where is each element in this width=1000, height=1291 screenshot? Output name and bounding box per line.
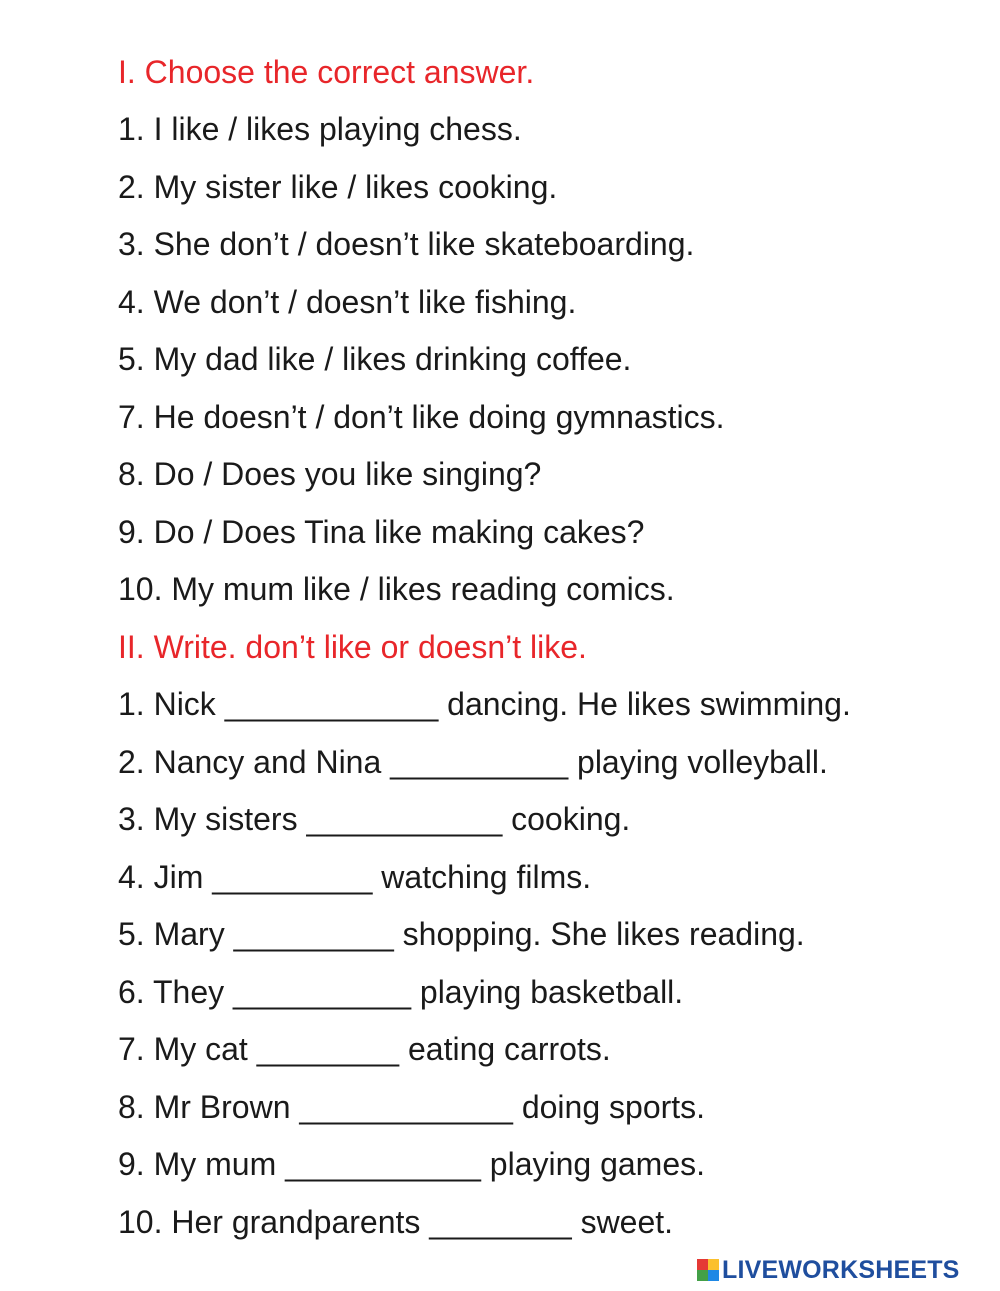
section-2-item: 6. They __________ playing basketball. bbox=[118, 974, 684, 1010]
liveworksheets-logo-icon bbox=[697, 1259, 719, 1281]
section-2-item: 5. Mary _________ shopping. She likes reading. bbox=[118, 916, 805, 952]
section-2-item: 3. My sisters ___________ cooking. bbox=[118, 801, 631, 837]
section-1-item: 1. I like / likes playing chess. bbox=[118, 111, 522, 147]
section-2-item: 1. Nick ____________ dancing. He likes swimming. bbox=[118, 686, 851, 722]
liveworksheets-brand bbox=[697, 1255, 960, 1285]
section-2-item: 2. Nancy and Nina __________ playing volleyball. bbox=[118, 744, 828, 780]
section-2-item: 9. My mum ___________ playing games. bbox=[118, 1146, 706, 1182]
logo-square bbox=[708, 1259, 719, 1270]
section-1-item: 8. Do / Does you like singing? bbox=[118, 456, 542, 492]
section-2-item: 8. Mr Brown ____________ doing sports. bbox=[118, 1089, 706, 1125]
section-1-item: 4. We don’t / doesn’t like fishing. bbox=[118, 284, 577, 320]
section-1-item: 3. She don’t / doesn’t like skateboarding. bbox=[118, 226, 695, 262]
section-1-item: 9. Do / Does Tina like making cakes? bbox=[118, 514, 645, 550]
section-2-heading: II. Write. don’t like or doesn’t like. bbox=[118, 629, 587, 665]
logo-square bbox=[708, 1270, 719, 1281]
logo-square bbox=[697, 1259, 708, 1270]
section-2-item: 7. My cat ________ eating carrots. bbox=[118, 1031, 611, 1067]
section-1-item: 2. My sister like / likes cooking. bbox=[118, 169, 558, 205]
section-1-item: 10. My mum like / likes reading comics. bbox=[118, 571, 675, 607]
section-2-item: 10. Her grandparents ________ sweet. bbox=[118, 1204, 674, 1240]
section-1-heading: I. Choose the correct answer. bbox=[118, 54, 535, 90]
section-2-item: 4. Jim _________ watching films. bbox=[118, 859, 592, 895]
section-1-item: 5. My dad like / likes drinking coffee. bbox=[118, 341, 632, 377]
section-1-item: 7. He doesn’t / don’t like doing gymnastics. bbox=[118, 399, 725, 435]
logo-square bbox=[697, 1270, 708, 1281]
brand-name: LIVEWORKSHEETS bbox=[722, 1255, 960, 1284]
